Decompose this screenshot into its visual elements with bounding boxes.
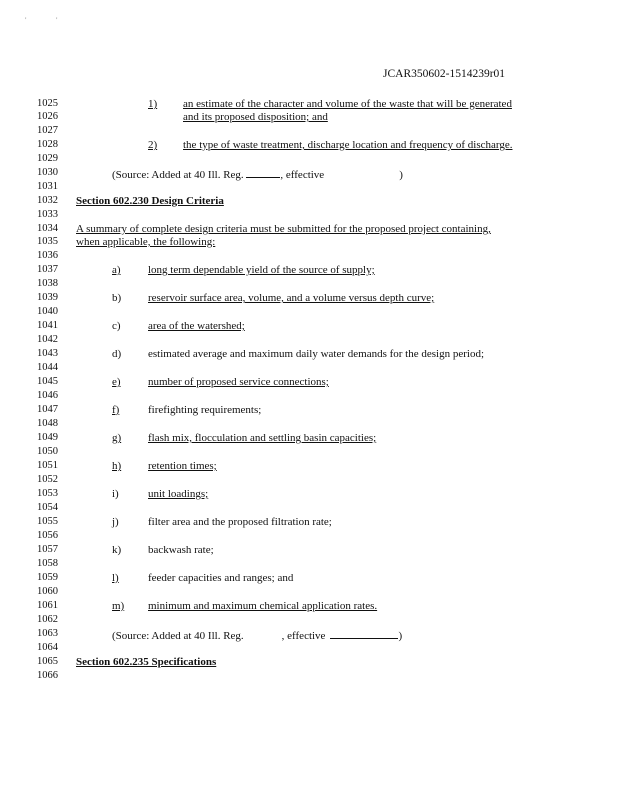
criteria-text: area of the watershed;: [148, 320, 245, 332]
source-note: [112, 167, 403, 181]
source-note-middle: , effective: [280, 169, 325, 181]
sub-item-text: an estimate of the character and volume of the waste that will be generated: [183, 98, 512, 110]
line-number: 1056: [37, 530, 58, 541]
line-number: 1039: [37, 292, 58, 303]
criteria-text: flash mix, flocculation and settling basin capacities;: [148, 432, 377, 444]
line-number: 1059: [37, 572, 58, 583]
line-number: 1054: [37, 502, 58, 513]
criteria-label: e): [112, 376, 121, 388]
criteria-text: reservoir surface area, volume, and a volume versus depth curve;: [148, 292, 435, 304]
criteria-label: b): [112, 292, 122, 304]
line-number: 1063: [37, 628, 58, 639]
line-number: 1040: [37, 306, 58, 317]
criteria-text: minimum and maximum chemical application rates.: [148, 600, 378, 612]
line-number: 1026: [37, 111, 58, 122]
line-number: 1044: [37, 362, 58, 373]
line-number: 1046: [37, 390, 58, 401]
intro-text: when applicable, the following:: [76, 236, 216, 248]
source-note: [112, 628, 402, 642]
criteria-label: d): [112, 348, 122, 360]
line-number: 1034: [37, 223, 58, 234]
source-note-suffix: ): [398, 630, 403, 642]
criteria-text: long term dependable yield of the source of supply;: [148, 264, 375, 276]
line-number: 1041: [37, 320, 58, 331]
line-number: 1042: [37, 334, 58, 345]
line-number: 1049: [37, 432, 58, 443]
criteria-text: unit loadings;: [148, 488, 209, 500]
line-number: 1038: [37, 278, 58, 289]
line-number: 1032: [37, 195, 58, 206]
line-number: 1058: [37, 558, 58, 569]
sub-item-text: and its proposed disposition; and: [183, 111, 328, 123]
criteria-label: f): [112, 404, 120, 416]
line-number: 1045: [37, 376, 58, 387]
criteria-label: h): [112, 460, 122, 472]
line-number: 1050: [37, 446, 58, 457]
criteria-text: retention times;: [148, 460, 217, 472]
line-number: 1047: [37, 404, 58, 415]
line-number: 1028: [37, 139, 58, 150]
line-number: 1061: [37, 600, 58, 611]
criteria-label: i): [112, 488, 119, 500]
section-heading-230: Section 602.230 Design Criteria: [76, 195, 224, 207]
criteria-label: c): [112, 320, 121, 332]
line-number: 1052: [37, 474, 58, 485]
criteria-text: estimated average and maximum daily water demands for the design period;: [148, 348, 484, 360]
date-blank: [330, 628, 398, 639]
criteria-label: a): [112, 264, 121, 276]
criteria-text: backwash rate;: [148, 544, 214, 556]
document-id: JCAR350602-1514239r01: [383, 68, 506, 80]
source-note-prefix: (Source: Added at 40 Ill. Reg.: [112, 169, 247, 181]
line-number: 1027: [37, 125, 58, 136]
criteria-text: firefighting requirements;: [148, 404, 262, 416]
line-number: 1055: [37, 516, 58, 527]
criteria-label: l): [112, 572, 119, 584]
line-number: 1036: [37, 250, 58, 261]
sub-item-label: 2): [148, 139, 158, 151]
line-number: 1048: [37, 418, 58, 429]
criteria-text: feeder capacities and ranges; and: [148, 572, 294, 584]
source-note-prefix: (Source: Added at 40 Ill. Reg.: [112, 630, 244, 642]
line-number: 1051: [37, 460, 58, 471]
line-number: 1035: [37, 236, 58, 247]
line-number: 1064: [37, 642, 58, 653]
criteria-text: filter area and the proposed filtration rate;: [148, 516, 332, 528]
line-number: 1029: [37, 153, 58, 164]
line-number: 1030: [37, 167, 58, 178]
line-number: 1057: [37, 544, 58, 555]
line-number: 1033: [37, 209, 58, 220]
intro-text: A summary of complete design criteria must be submitted for the proposed project containing,: [76, 223, 491, 235]
line-number: 1031: [37, 181, 58, 192]
source-note-suffix: ): [399, 169, 403, 181]
section-heading-235: Section 602.235 Specifications: [76, 656, 217, 668]
line-number: 1053: [37, 488, 58, 499]
line-number: 1043: [37, 348, 58, 359]
line-number: 1037: [37, 264, 58, 275]
criteria-label: k): [112, 544, 122, 556]
criteria-label: m): [112, 600, 125, 612]
corner-marks: , ,: [25, 14, 72, 20]
criteria-text: number of proposed service connections;: [148, 376, 329, 388]
line-number: 1062: [37, 614, 58, 625]
line-number: 1066: [37, 670, 58, 681]
line-number: 1065: [37, 656, 58, 667]
source-note-middle: , effective: [281, 630, 326, 642]
line-number: 1060: [37, 586, 58, 597]
line-number: 1025: [37, 98, 58, 109]
criteria-label: g): [112, 432, 122, 444]
criteria-label: j): [112, 516, 119, 528]
sub-item-text: the type of waste treatment, discharge location and frequency of discharge.: [183, 139, 513, 151]
sub-item-label: 1): [148, 98, 158, 110]
reg-blank: [246, 167, 280, 178]
